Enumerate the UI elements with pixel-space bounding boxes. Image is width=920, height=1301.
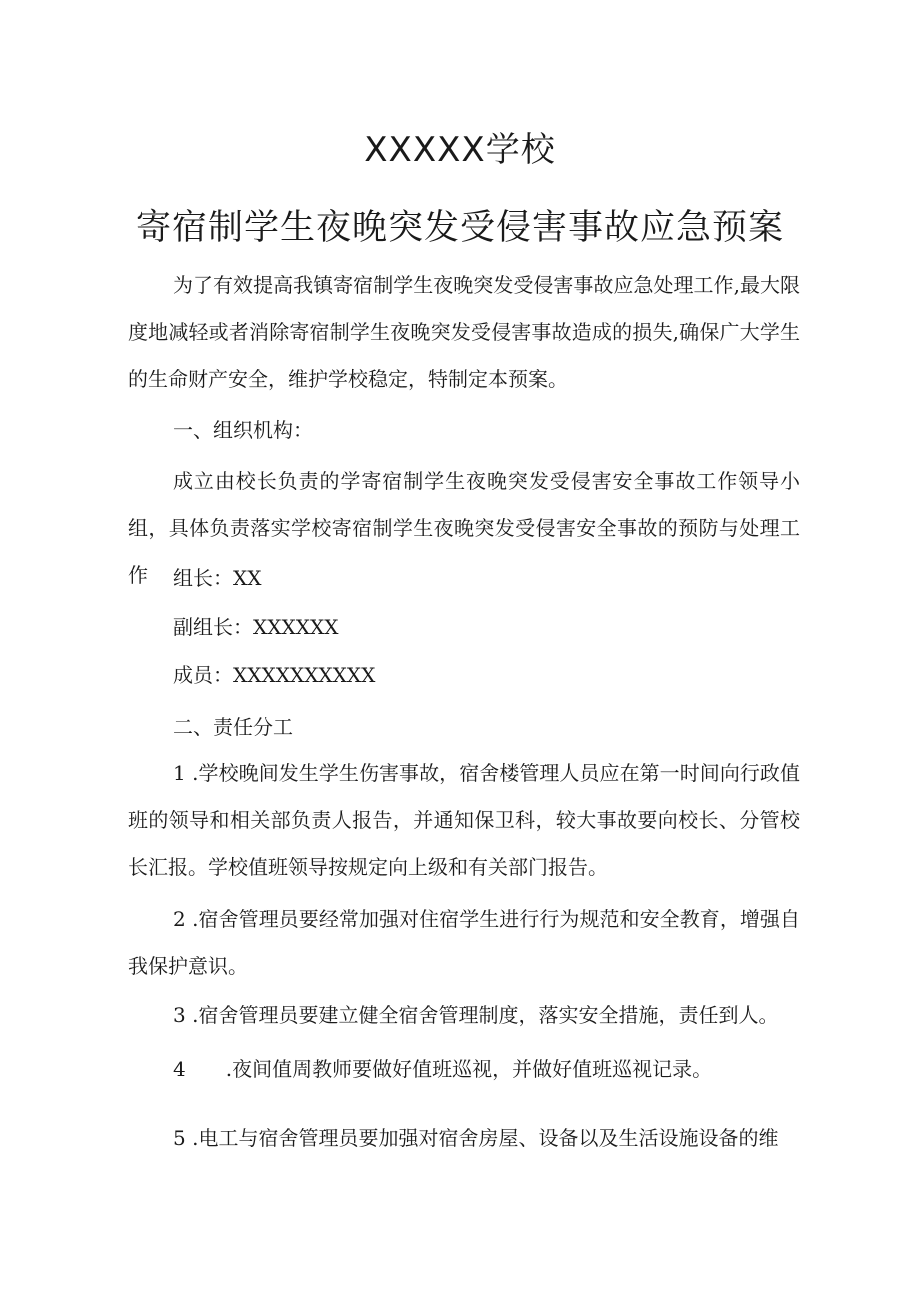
duty-item-3: 3 .宿舍管理员要建立健全宿舍管理制度，落实安全措施，责任到人。 <box>173 1003 779 1027</box>
duty-item-2: 2 .宿舍管理员要经常加强对住宿学生进行行为规范和安全教育，增强自我保护意识。 <box>128 907 800 978</box>
members-line: 成员：XXXXXXXXXX <box>173 663 376 687</box>
school-name-title: XXXXX学校 <box>364 130 556 170</box>
deputy-leader-line: 副组长：XXXXXX <box>173 615 339 639</box>
section-1-body: 成立由校长负责的学寄宿制学生夜晚突发受侵害安全事故工作领导小组，具体负责落实学校寄宿制学生夜晚突发受侵害安全事故的预防与处理工作 <box>128 469 800 587</box>
duty-item-4: 4 .夜间值周教师要做好值班巡视，并做好值班巡视记录。 <box>173 1057 713 1081</box>
plan-title: 寄宿制学生夜晚突发受侵害事故应急预案 <box>135 208 784 248</box>
section-2-heading: 二、责任分工 <box>173 715 293 739</box>
leader-line: 组长：XX <box>173 566 262 590</box>
intro-paragraph: 为了有效提高我镇寄宿制学生夜晚突发受侵害事故应急处理工作,最大限度地减轻或者消除寄宿制学生夜晚突发受侵害事故造成的损失,确保广大学生的生命财产安全，维护学校稳定，特制定本预案。 <box>128 273 800 391</box>
duty-item-1: 1 .学校晚间发生学生伤害事故，宿舍楼管理人员应在第一时间向行政值班的领导和相关部负责人报告，并通知保卫科，较大事故要向校长、分管校长汇报。学校值班领导按规定向上级和有关部门报告。 <box>128 761 800 879</box>
duty-item-5: 5 .电工与宿舍管理员要加强对宿舍房屋、设备以及生活设施设备的维 <box>173 1126 779 1150</box>
section-1-heading: 一、组织机构： <box>173 418 313 442</box>
